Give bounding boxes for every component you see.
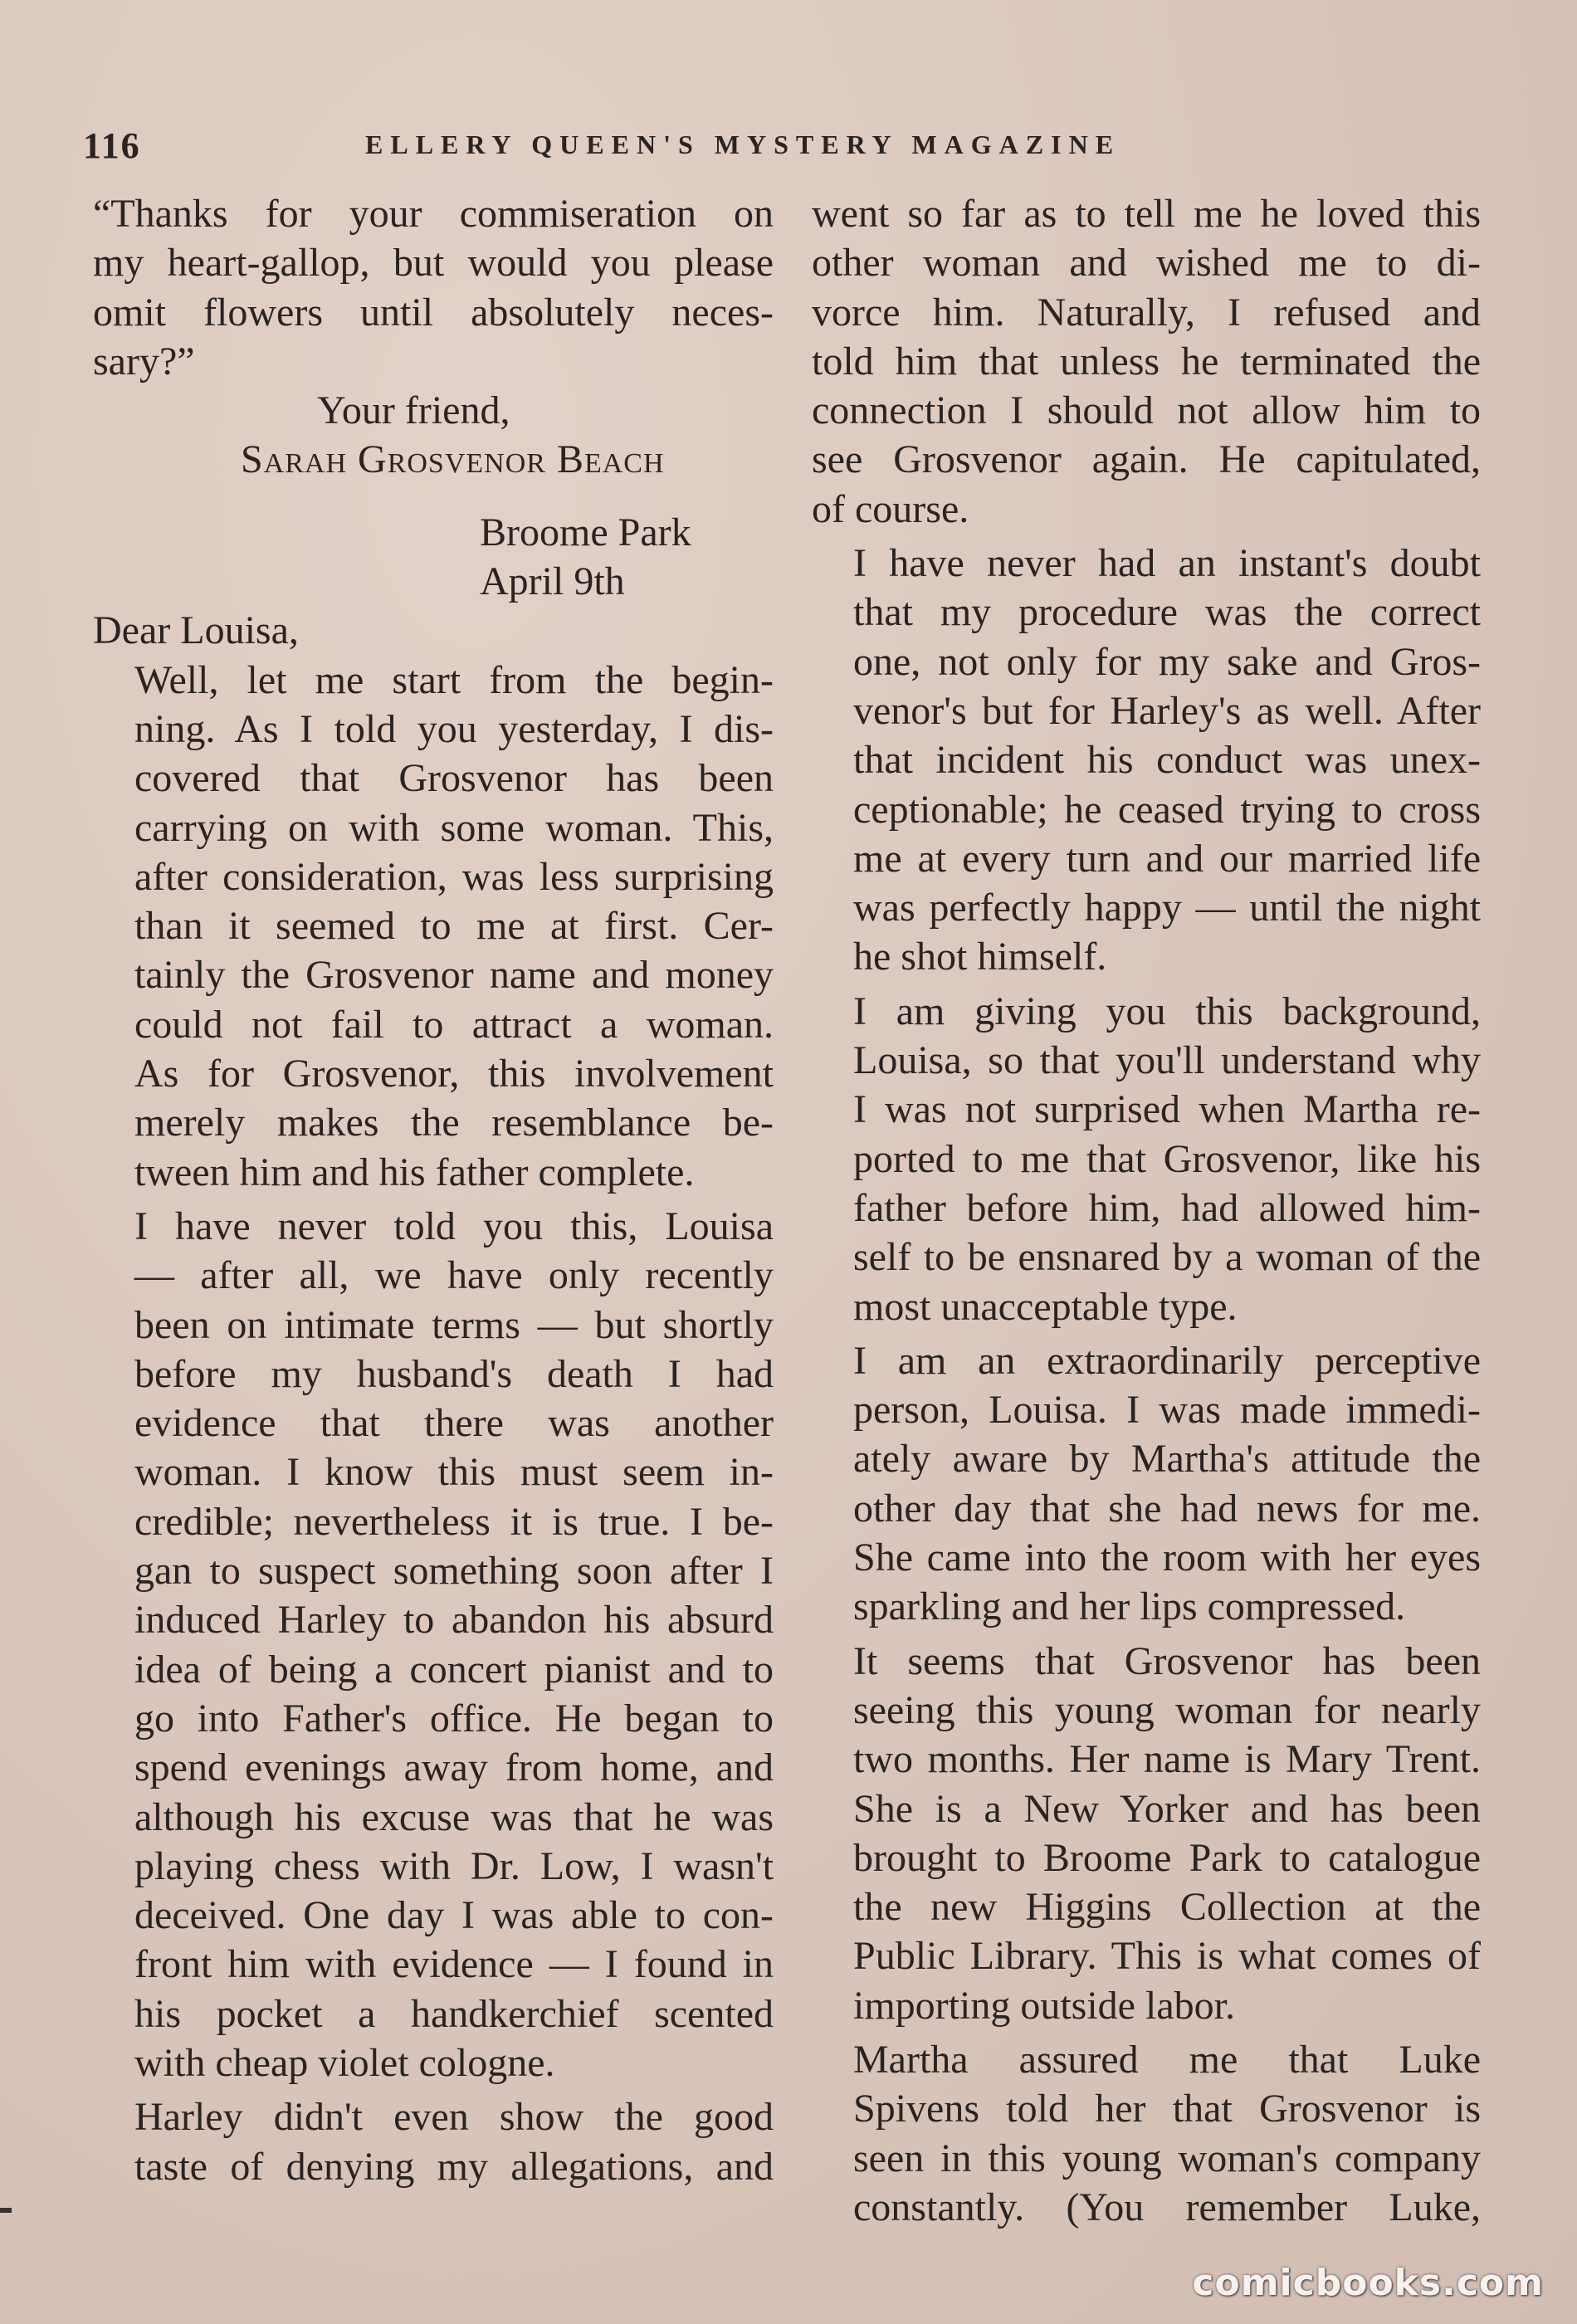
quote-paragraph bbox=[93, 189, 774, 386]
paragraph bbox=[812, 539, 1481, 982]
right-column bbox=[812, 189, 1481, 2232]
text-line: ported to me that Grosvenor, like his bbox=[853, 1136, 1481, 1181]
text-line: went so far as to tell me he loved this bbox=[812, 192, 1481, 236]
text-line: Harley didn't even show the good bbox=[134, 2095, 774, 2140]
text-line: was perfectly happy — until the night bbox=[853, 886, 1481, 930]
text-line: with cheap violet cologne. bbox=[134, 2040, 555, 2085]
text-line: Public Library. This is what comes of bbox=[853, 1934, 1481, 1979]
watermark: comicbooks.com bbox=[1192, 2262, 1544, 2304]
page-edge-mark bbox=[0, 2208, 12, 2213]
text-line: gan to suspect something soon after I bbox=[134, 1549, 774, 1594]
text-line: person, Louisa. I was made immedi- bbox=[853, 1388, 1481, 1433]
text-line: omit flowers until absolutely neces- bbox=[93, 290, 774, 334]
paragraph bbox=[93, 2092, 774, 2191]
text-line: I have never had an instant's doubt bbox=[853, 541, 1481, 586]
text-line: seeing this young woman for nearly bbox=[853, 1687, 1481, 1732]
text-line: evidence that there was another bbox=[134, 1401, 774, 1446]
text-line: taste of denying my allegations, and bbox=[134, 2144, 774, 2189]
text-line: importing outside labor. bbox=[853, 1983, 1235, 2028]
text-line: most unacceptable type. bbox=[853, 1284, 1238, 1329]
text-line: I am giving you this background, bbox=[853, 989, 1481, 1033]
letter-salutation: Dear Louisa, bbox=[93, 608, 299, 653]
text-line: father before him, had allowed him- bbox=[853, 1185, 1481, 1230]
text-line: front him with evidence — I found in bbox=[134, 1942, 774, 1987]
text-line: She came into the room with her eyes bbox=[853, 1536, 1481, 1580]
text-line: covered that Grosvenor has been bbox=[134, 756, 774, 801]
text-line: ning. As I told you yesterday, I dis- bbox=[134, 706, 774, 751]
text-line: his pocket a handkerchief scented bbox=[134, 1991, 774, 2036]
text-line: connection I should not allow him to bbox=[812, 388, 1481, 433]
text-line: two months. Her name is Mary Trent. bbox=[853, 1737, 1481, 1782]
text-line: Well, let me start from the begin- bbox=[134, 657, 774, 702]
text-line: after consideration, was less surprising bbox=[134, 854, 774, 899]
letter-closing: Your friend, bbox=[317, 388, 510, 433]
text-line: seen in this young woman's company bbox=[853, 2136, 1481, 2180]
running-head: ELLERY QUEEN'S MYSTERY MAGAZINE bbox=[365, 129, 1121, 159]
text-line: could not fail to attract a woman. bbox=[134, 1002, 774, 1047]
page-number: 116 bbox=[83, 125, 141, 166]
text-line: deceived. One day I was able to con- bbox=[134, 1893, 774, 1938]
text-line: woman. I know this must seem in- bbox=[134, 1450, 774, 1495]
paragraph bbox=[93, 656, 774, 1197]
paragraph bbox=[812, 2035, 1481, 2232]
text-line: see Grosvenor again. He capitulated, bbox=[812, 437, 1481, 482]
text-line: I have never told you this, Louisa bbox=[134, 1204, 774, 1248]
text-line: playing chess with Dr. Low, I wasn't bbox=[134, 1843, 774, 1888]
text-line: told him that unless he terminated the bbox=[812, 339, 1481, 383]
text-line: ately aware by Martha's attitude the bbox=[853, 1437, 1481, 1482]
text-line: one, not only for my sake and Gros- bbox=[853, 639, 1481, 684]
text-line: ceptionable; he ceased trying to cross bbox=[853, 787, 1481, 832]
text-line: Martha assured me that Luke bbox=[853, 2037, 1481, 2082]
paragraph bbox=[812, 1637, 1481, 2030]
text-line: he shot himself. bbox=[853, 935, 1107, 979]
paragraph bbox=[93, 1202, 774, 2087]
text-line: I am an extraordinarily perceptive bbox=[853, 1338, 1481, 1383]
text-line: credible; nevertheless it is true. I be- bbox=[134, 1499, 774, 1544]
text-line: the new Higgins Collection at the bbox=[853, 1885, 1481, 1930]
paragraph bbox=[812, 1336, 1481, 1632]
text-line: carrying on with some woman. This, bbox=[134, 805, 774, 850]
text-line: than it seemed to me at first. Cer- bbox=[134, 904, 774, 949]
text-line: induced Harley to abandon his absurd bbox=[134, 1598, 774, 1643]
text-line: “Thanks for your commiseration on bbox=[93, 192, 774, 236]
text-line: other day that she had news for me. bbox=[853, 1486, 1481, 1531]
text-line: tween him and his father complete. bbox=[134, 1150, 695, 1194]
text-line: of course. bbox=[812, 486, 969, 531]
text-line: tainly the Grosvenor name and money bbox=[134, 953, 774, 998]
text-line: spend evenings away from home, and bbox=[134, 1745, 774, 1790]
text-line: As for Grosvenor, this involvement bbox=[134, 1052, 774, 1096]
text-line: other woman and wished me to di- bbox=[812, 241, 1481, 286]
text-line: that incident his conduct was unex- bbox=[853, 738, 1481, 783]
paragraph bbox=[812, 189, 1481, 534]
text-line: vorce him. Naturally, I refused and bbox=[812, 290, 1481, 334]
text-line: my heart-gallop, but would you please bbox=[93, 241, 774, 286]
paragraph bbox=[812, 987, 1481, 1331]
text-line: Louisa, so that you'll understand why bbox=[853, 1038, 1481, 1083]
text-line: constantly. (You remember Luke, bbox=[853, 2185, 1481, 2229]
text-line: I was not surprised when Martha re- bbox=[853, 1087, 1481, 1132]
text-line: merely makes the resemblance be- bbox=[134, 1101, 774, 1145]
text-line: venor's but for Harley's as well. After bbox=[853, 688, 1481, 733]
text-line: self to be ensnared by a woman of the bbox=[853, 1235, 1481, 1280]
text-line: — after all, we have only recently bbox=[134, 1253, 774, 1298]
text-line: She is a New Yorker and has been bbox=[853, 1786, 1481, 1831]
letter-signature: Sarah Grosvenor Beach bbox=[241, 437, 665, 482]
text-line: sparkling and her lips compressed. bbox=[853, 1584, 1406, 1629]
text-line: that my procedure was the correct bbox=[853, 590, 1481, 635]
letter-date: April 9th bbox=[480, 559, 625, 604]
left-column bbox=[93, 189, 774, 2191]
page-header bbox=[83, 124, 1494, 174]
text-line: Spivens told her that Grosvenor is bbox=[853, 2087, 1481, 2131]
text-line: It seems that Grosvenor has been bbox=[853, 1638, 1481, 1683]
letter-place: Broome Park bbox=[480, 510, 691, 554]
text-line: go into Father's office. He began to bbox=[134, 1696, 774, 1741]
text-line: although his excuse was that he was bbox=[134, 1794, 774, 1839]
text-line: idea of being a concert pianist and to bbox=[134, 1647, 774, 1692]
text-line: been on intimate terms — but shortly bbox=[134, 1302, 774, 1347]
text-line: me at every turn and our married life bbox=[853, 836, 1481, 881]
text-line: before my husband's death I had bbox=[134, 1351, 774, 1396]
text-line: brought to Broome Park to catalogue bbox=[853, 1835, 1481, 1880]
text-line: sary?” bbox=[93, 339, 195, 383]
